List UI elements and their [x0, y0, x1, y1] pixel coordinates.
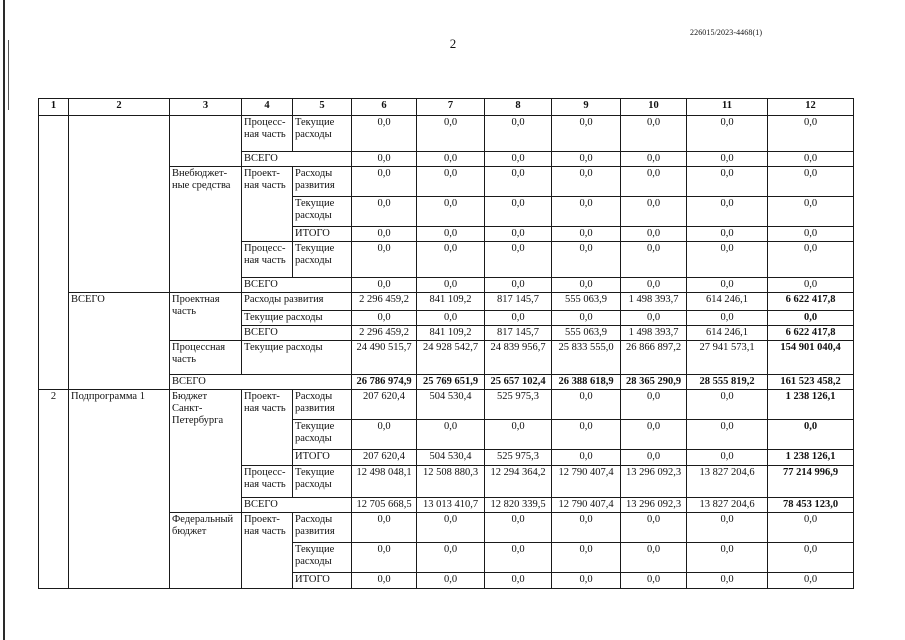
col-header: 8 — [485, 99, 552, 116]
value-cell: 0,0 — [687, 242, 768, 278]
scan-left-edge-mark — [8, 40, 9, 110]
value-cell: 0,0 — [687, 573, 768, 589]
expense-type: Расходы развития — [242, 293, 352, 311]
expense-type: Расходы развития — [293, 513, 352, 543]
value-cell: 12 508 880,3 — [417, 466, 485, 498]
value-cell: 12 790 407,4 — [552, 466, 621, 498]
value-cell: 0,0 — [485, 278, 552, 293]
value-cell: 0,0 — [352, 573, 417, 589]
col-header: 6 — [352, 99, 417, 116]
value-cell: 2 296 459,2 — [352, 293, 417, 311]
value-cell: 0,0 — [417, 242, 485, 278]
value-cell: 1 498 393,7 — [621, 293, 687, 311]
col-header: 5 — [293, 99, 352, 116]
value-cell: 0,0 — [417, 167, 485, 197]
value-cell: 555 063,9 — [552, 293, 621, 311]
value-cell: 161 523 458,2 — [768, 375, 854, 390]
value-cell: 0,0 — [552, 227, 621, 242]
expense-type: Расходы развития — [293, 167, 352, 197]
value-cell: 0,0 — [687, 390, 768, 420]
value-cell: 0,0 — [352, 227, 417, 242]
value-cell: 25 769 651,9 — [417, 375, 485, 390]
value-cell: 25 657 102,4 — [485, 375, 552, 390]
expense-type: Расходы развития — [293, 390, 352, 420]
value-cell: 0,0 — [352, 167, 417, 197]
value-cell: 6 622 417,8 — [768, 293, 854, 311]
value-cell: 0,0 — [552, 543, 621, 573]
value-cell: 78 453 123,0 — [768, 498, 854, 513]
part-label: Проект-ная часть — [242, 390, 293, 466]
value-cell: 0,0 — [621, 152, 687, 167]
value-cell: 0,0 — [552, 242, 621, 278]
value-cell: 0,0 — [687, 227, 768, 242]
source-label: Бюджет Санкт-Петербурга — [170, 390, 242, 513]
col-header: 12 — [768, 99, 854, 116]
expense-type: Текущие расходы — [242, 341, 352, 375]
value-cell: 614 246,1 — [687, 326, 768, 341]
value-cell: 555 063,9 — [552, 326, 621, 341]
budget-table — [38, 98, 854, 589]
source-cell — [170, 116, 242, 167]
value-cell: 154 901 040,4 — [768, 341, 854, 375]
value-cell: 0,0 — [485, 420, 552, 450]
part-label: Проект-ная часть — [242, 167, 293, 242]
row-name-cell — [69, 116, 170, 293]
col-header: 4 — [242, 99, 293, 116]
value-cell: 0,0 — [621, 513, 687, 543]
scan-left-edge — [3, 0, 5, 640]
value-cell: 6 622 417,8 — [768, 326, 854, 341]
value-cell: 0,0 — [352, 311, 417, 326]
value-cell: 0,0 — [687, 278, 768, 293]
row-name-cell: ВСЕГО — [69, 293, 170, 390]
value-cell: 0,0 — [352, 278, 417, 293]
value-cell: 0,0 — [352, 543, 417, 573]
value-cell: 0,0 — [768, 227, 854, 242]
value-cell: 0,0 — [485, 543, 552, 573]
subtotal-label: ИТОГО — [293, 227, 352, 242]
value-cell: 0,0 — [485, 242, 552, 278]
value-cell: 0,0 — [417, 543, 485, 573]
col-header: 2 — [69, 99, 170, 116]
col-header: 11 — [687, 99, 768, 116]
value-cell: 0,0 — [552, 197, 621, 227]
page-number: 2 — [449, 36, 457, 51]
expense-type: Текущие расходы — [293, 197, 352, 227]
value-cell: 0,0 — [552, 278, 621, 293]
value-cell: 12 790 407,4 — [552, 498, 621, 513]
value-cell: 12 498 048,1 — [352, 466, 417, 498]
expense-type: Текущие расходы — [293, 466, 352, 498]
total-label: ВСЕГО — [242, 152, 352, 167]
value-cell: 0,0 — [417, 227, 485, 242]
value-cell: 0,0 — [352, 197, 417, 227]
total-label: ВСЕГО — [170, 375, 352, 390]
value-cell: 0,0 — [552, 390, 621, 420]
value-cell: 504 530,4 — [417, 450, 485, 466]
expense-type: Текущие расходы — [293, 242, 352, 278]
value-cell: 25 833 555,0 — [552, 341, 621, 375]
value-cell: 0,0 — [621, 573, 687, 589]
value-cell: 0,0 — [352, 116, 417, 152]
value-cell: 27 941 573,1 — [687, 341, 768, 375]
source-label: Федеральный бюджет — [170, 513, 242, 589]
value-cell: 0,0 — [687, 543, 768, 573]
col-header: 9 — [552, 99, 621, 116]
value-cell: 13 013 410,7 — [417, 498, 485, 513]
value-cell: 28 365 290,9 — [621, 375, 687, 390]
value-cell: 1 238 126,1 — [768, 450, 854, 466]
value-cell: 0,0 — [621, 278, 687, 293]
part-label: Проект-ная часть — [242, 513, 293, 589]
value-cell: 0,0 — [621, 450, 687, 466]
col-header: 3 — [170, 99, 242, 116]
value-cell: 841 109,2 — [417, 293, 485, 311]
value-cell: 1 498 393,7 — [621, 326, 687, 341]
value-cell: 0,0 — [687, 167, 768, 197]
value-cell: 207 620,4 — [352, 390, 417, 420]
value-cell: 0,0 — [417, 573, 485, 589]
value-cell: 0,0 — [552, 152, 621, 167]
part-label: Процесс-ная часть — [242, 242, 293, 278]
value-cell: 0,0 — [768, 420, 854, 450]
value-cell: 0,0 — [768, 543, 854, 573]
value-cell: 0,0 — [417, 116, 485, 152]
value-cell: 0,0 — [768, 167, 854, 197]
value-cell: 0,0 — [552, 513, 621, 543]
table-row — [39, 390, 854, 420]
value-cell: 0,0 — [417, 152, 485, 167]
value-cell: 26 388 618,9 — [552, 375, 621, 390]
value-cell: 504 530,4 — [417, 390, 485, 420]
value-cell: 0,0 — [485, 311, 552, 326]
subtotal-label: ИТОГО — [293, 450, 352, 466]
value-cell: 0,0 — [621, 311, 687, 326]
value-cell: 28 555 819,2 — [687, 375, 768, 390]
value-cell: 0,0 — [687, 116, 768, 152]
value-cell: 0,0 — [485, 167, 552, 197]
value-cell: 0,0 — [687, 420, 768, 450]
value-cell: 0,0 — [768, 311, 854, 326]
value-cell: 13 296 092,3 — [621, 466, 687, 498]
source-label: Внебюджет-ные средства — [170, 167, 242, 293]
value-cell: 0,0 — [417, 420, 485, 450]
value-cell: 0,0 — [485, 152, 552, 167]
value-cell: 525 975,3 — [485, 450, 552, 466]
value-cell: 0,0 — [621, 167, 687, 197]
value-cell: 0,0 — [552, 167, 621, 197]
document-id: 226015/2023-4468(1) — [690, 28, 763, 37]
part-label: Процессная часть — [170, 341, 242, 375]
value-cell: 12 705 668,5 — [352, 498, 417, 513]
part-label: Проектная часть — [170, 293, 242, 341]
row-name-cell: Подпрограмма 1 — [69, 390, 170, 589]
subtotal-label: ИТОГО — [293, 573, 352, 589]
value-cell: 817 145,7 — [485, 326, 552, 341]
value-cell: 0,0 — [687, 311, 768, 326]
value-cell: 0,0 — [768, 116, 854, 152]
value-cell: 525 975,3 — [485, 390, 552, 420]
value-cell: 0,0 — [687, 197, 768, 227]
total-label: ВСЕГО — [242, 278, 352, 293]
value-cell: 0,0 — [768, 197, 854, 227]
value-cell: 0,0 — [621, 227, 687, 242]
value-cell: 1 238 126,1 — [768, 390, 854, 420]
value-cell: 614 246,1 — [687, 293, 768, 311]
value-cell: 817 145,7 — [485, 293, 552, 311]
value-cell: 0,0 — [768, 242, 854, 278]
value-cell: 0,0 — [485, 197, 552, 227]
value-cell: 0,0 — [621, 543, 687, 573]
value-cell: 0,0 — [417, 197, 485, 227]
value-cell: 0,0 — [552, 420, 621, 450]
table-row — [39, 116, 854, 152]
value-cell: 0,0 — [352, 152, 417, 167]
value-cell: 0,0 — [687, 152, 768, 167]
row-number-cell: 2 — [39, 390, 69, 589]
value-cell: 0,0 — [485, 513, 552, 543]
value-cell: 0,0 — [485, 227, 552, 242]
value-cell: 0,0 — [352, 513, 417, 543]
value-cell: 13 827 204,6 — [687, 498, 768, 513]
value-cell: 0,0 — [621, 420, 687, 450]
row-number-cell — [39, 116, 69, 390]
value-cell: 0,0 — [768, 573, 854, 589]
value-cell: 24 839 956,7 — [485, 341, 552, 375]
value-cell: 24 490 515,7 — [352, 341, 417, 375]
value-cell: 0,0 — [417, 311, 485, 326]
expense-type: Текущие расходы — [242, 311, 352, 326]
expense-type: Текущие расходы — [293, 543, 352, 573]
value-cell: 0,0 — [417, 278, 485, 293]
value-cell: 0,0 — [687, 513, 768, 543]
value-cell: 26 866 897,2 — [621, 341, 687, 375]
value-cell: 13 296 092,3 — [621, 498, 687, 513]
value-cell: 0,0 — [417, 513, 485, 543]
value-cell: 0,0 — [352, 242, 417, 278]
total-label: ВСЕГО — [242, 326, 352, 341]
value-cell: 0,0 — [768, 152, 854, 167]
col-header: 1 — [39, 99, 69, 116]
col-header: 10 — [621, 99, 687, 116]
value-cell: 0,0 — [687, 450, 768, 466]
value-cell: 0,0 — [768, 513, 854, 543]
value-cell: 77 214 996,9 — [768, 466, 854, 498]
value-cell: 0,0 — [552, 116, 621, 152]
column-number-row — [39, 99, 854, 116]
expense-type: Текущие расходы — [293, 116, 352, 152]
total-label: ВСЕГО — [242, 498, 352, 513]
value-cell: 13 827 204,6 — [687, 466, 768, 498]
value-cell: 24 928 542,7 — [417, 341, 485, 375]
value-cell: 0,0 — [621, 116, 687, 152]
value-cell: 0,0 — [552, 573, 621, 589]
part-label: Процесс-ная часть — [242, 466, 293, 498]
col-header: 7 — [417, 99, 485, 116]
value-cell: 0,0 — [352, 420, 417, 450]
value-cell: 0,0 — [485, 573, 552, 589]
table-row — [39, 293, 854, 311]
value-cell: 841 109,2 — [417, 326, 485, 341]
value-cell: 207 620,4 — [352, 450, 417, 466]
part-label: Процесс-ная часть — [242, 116, 293, 152]
value-cell: 26 786 974,9 — [352, 375, 417, 390]
value-cell: 0,0 — [552, 450, 621, 466]
value-cell: 2 296 459,2 — [352, 326, 417, 341]
value-cell: 0,0 — [768, 278, 854, 293]
value-cell: 0,0 — [621, 197, 687, 227]
value-cell: 0,0 — [621, 242, 687, 278]
value-cell: 0,0 — [485, 116, 552, 152]
value-cell: 12 294 364,2 — [485, 466, 552, 498]
expense-type: Текущие расходы — [293, 420, 352, 450]
value-cell: 0,0 — [621, 390, 687, 420]
value-cell: 0,0 — [552, 311, 621, 326]
value-cell: 12 820 339,5 — [485, 498, 552, 513]
